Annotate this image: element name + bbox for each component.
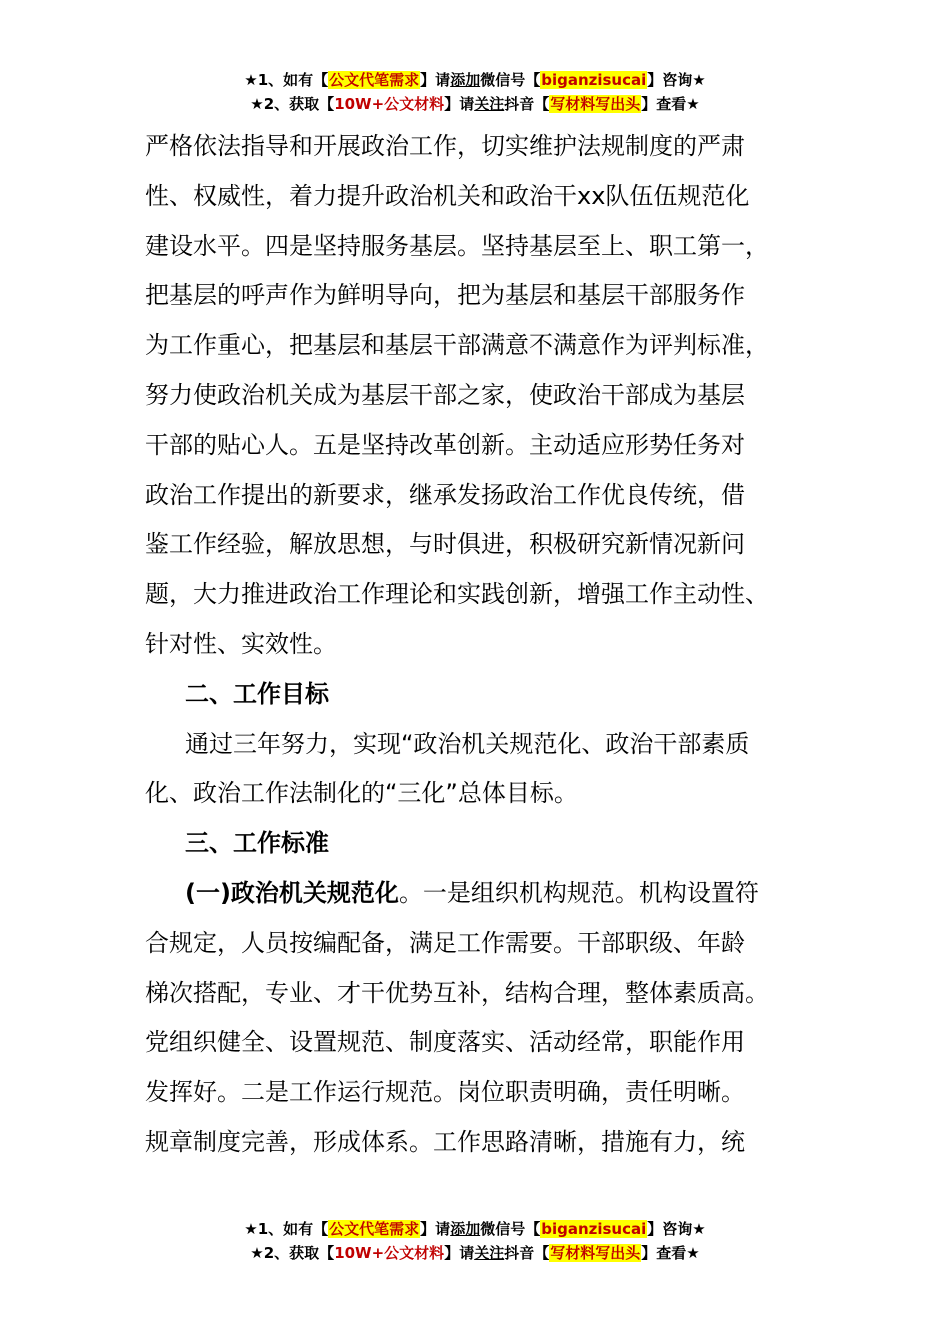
banner-underline: 添加 bbox=[450, 71, 481, 89]
body-text: 。一是组织机构规范。机构设置符 bbox=[398, 878, 759, 907]
banner-text: 】请 bbox=[420, 71, 451, 89]
banner-line-1 bbox=[0, 68, 950, 92]
footer-banner bbox=[0, 1217, 950, 1265]
banner-text: 】请 bbox=[420, 1220, 451, 1238]
banner-wechat-id: biganzisucai bbox=[541, 1220, 647, 1238]
banner-text: ★2、获取【 bbox=[250, 1244, 335, 1262]
body-line: 合规定，人员按编配备，满足工作需要。干部职级、年龄 bbox=[145, 928, 745, 957]
banner-highlight: 公文代笔需求 bbox=[329, 71, 420, 89]
banner-text: ★2、获取【 bbox=[250, 95, 335, 113]
document-body bbox=[145, 122, 810, 1168]
body-line: 规章制度完善，形成体系。工作思路清晰，措施有力，统 bbox=[145, 1127, 745, 1156]
banner-underline: 关注 bbox=[474, 95, 505, 113]
body-line: 建设水平。四是坚持服务基层。坚持基层至上、职工第一， bbox=[145, 231, 769, 260]
banner-highlight: 公文代笔需求 bbox=[329, 1220, 420, 1238]
banner-text: ★1、如有【 bbox=[244, 71, 329, 89]
banner-douyin-id: 写材料写出头 bbox=[550, 1244, 641, 1262]
banner-text: 抖音【 bbox=[504, 95, 550, 113]
banner-highlight: 10W+公文材料 bbox=[334, 1244, 445, 1262]
body-line: 发挥好。二是工作运行规范。岗位职责明确，责任明晰。 bbox=[145, 1078, 745, 1107]
body-line: 把基层的呼声作为鲜明导向，把为基层和基层干部服务作 bbox=[145, 281, 745, 310]
body-line: 通过三年努力，实现“政治机关规范化、政治干部素质 bbox=[185, 729, 750, 758]
banner-text: 】查看★ bbox=[641, 95, 700, 113]
banner-underline: 添加 bbox=[450, 1220, 481, 1238]
banner-text: 】请 bbox=[444, 95, 475, 113]
body-line: 鉴工作经验，解放思想，与时俱进，积极研究新情况新问 bbox=[145, 530, 745, 559]
body-line: 政治工作提出的新要求，继承发扬政治工作优良传统，借 bbox=[145, 480, 745, 509]
banner-text: 】请 bbox=[444, 1244, 475, 1262]
subsection-title: (一)政治机关规范化 bbox=[185, 878, 399, 907]
body-line: 党组织健全、设置规范、制度落实、活动经常，职能作用 bbox=[145, 1028, 745, 1057]
banner-line-2 bbox=[0, 1241, 950, 1265]
section-heading: 二、工作目标 bbox=[185, 679, 329, 708]
banner-text: 抖音【 bbox=[504, 1244, 550, 1262]
body-line: 严格依法指导和开展政治工作，切实维护法规制度的严肃 bbox=[145, 132, 745, 160]
section-heading: 三、工作标准 bbox=[185, 829, 329, 858]
banner-text: ★1、如有【 bbox=[244, 1220, 329, 1238]
banner-text: 】查看★ bbox=[641, 1244, 700, 1262]
banner-line-1 bbox=[0, 1217, 950, 1241]
banner-douyin-id: 写材料写出头 bbox=[550, 95, 641, 113]
body-line: 努力使政治机关成为基层干部之家，使政治干部成为基层 bbox=[145, 380, 745, 409]
body-line: 干部的贴心人。五是坚持改革创新。主动适应形势任务对 bbox=[145, 430, 745, 459]
body-line: 题，大力推进政治工作理论和实践创新，增强工作主动性、 bbox=[145, 580, 769, 609]
banner-underline: 关注 bbox=[474, 1244, 505, 1262]
banner-text: 微信号【 bbox=[480, 71, 541, 89]
body-line: 化、政治工作法制化的“三化”总体目标。 bbox=[145, 779, 578, 808]
body-line: 为工作重心，把基层和基层干部满意不满意作为评判标准， bbox=[145, 331, 769, 360]
header-banner bbox=[0, 68, 950, 116]
banner-text: 】咨询★ bbox=[647, 71, 706, 89]
banner-text: 微信号【 bbox=[480, 1220, 541, 1238]
banner-wechat-id: biganzisucai bbox=[541, 71, 647, 89]
banner-line-2 bbox=[0, 92, 950, 116]
body-line bbox=[145, 869, 810, 919]
body-line: 针对性、实效性。 bbox=[145, 629, 337, 658]
banner-text: 】咨询★ bbox=[647, 1220, 706, 1238]
body-line: 梯次搭配，专业、才干优势互补，结构合理，整体素质高。 bbox=[145, 978, 769, 1007]
banner-highlight: 10W+公文材料 bbox=[334, 95, 445, 113]
body-line: 性、权威性，着力提升政治机关和政治干xx队伍伍规范化 bbox=[145, 181, 750, 210]
